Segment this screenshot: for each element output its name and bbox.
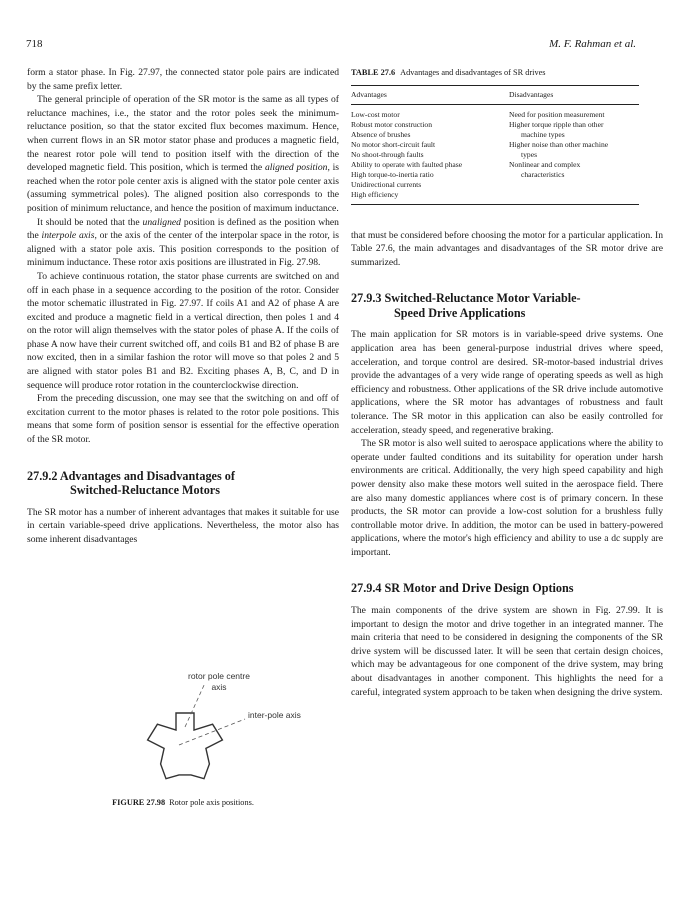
label-rotor-pole-centre: rotor pole centre	[188, 671, 250, 681]
section-title: SR Motor and Drive Design Options	[384, 581, 574, 596]
table-cell	[509, 190, 639, 205]
label-inter-pole-axis: inter-pole axis	[248, 710, 301, 720]
section-title: Switched-Reluctance Motors	[70, 483, 220, 498]
table-cell: Higher noise than other machine	[509, 139, 609, 149]
table-cell: Need for position measurement	[509, 109, 605, 119]
table-cell: Nonlinear and complex	[509, 159, 581, 169]
paragraph: From the preceding discussion, one may see that the switching on and off of excitation current to the motor phases is related to the rotor pole positions. This means that some form of position sensor is essential for the effective operation of the SR motor.	[27, 393, 339, 446]
label-axis: axis	[211, 682, 227, 692]
table-row	[351, 104, 639, 120]
right-column	[351, 66, 663, 699]
table-cell: characteristics	[521, 169, 565, 179]
paragraph: The SR motor is also well suited to aerospace applications where the ability to operate under faulted conditions and its suitability for operation under harsh environments are critical. Additionally, the very high speed capability and high power density also make these motors well suited in the aerospace field. There are also many domestic appliances where cost is of primary concern. In these products, the SR motor can provide a low-cost solution for a brushless fully controllable motor drive. In addition, the motor can be used in battery-powered applications, where the motor's high efficiency and ability to use a dc supply are important.	[351, 438, 663, 558]
table-row	[351, 160, 639, 170]
table-row	[351, 130, 639, 140]
table-cell: Ability to operate with faulted phase	[351, 159, 463, 169]
running-header-authors: M. F. Rahman et al.	[549, 38, 636, 50]
rotor-pole-diagram	[27, 668, 339, 803]
table-row	[351, 190, 639, 205]
table-cell: No shoot-through faults	[351, 149, 424, 159]
paragraph: It should be noted that the unaligned position is defined as the position when the interpole axis, or the axis of the center of the interpolar space in the rotor, is aligned with a stator pole axis. This position corresponds to the position of minimum inductance. These rotor axis positions are illustrated in Fig. 27.98.	[27, 216, 339, 269]
section-title: Switched-Reluctance Motor Variable-	[384, 291, 581, 306]
section-number: 27.9.2	[27, 468, 58, 483]
table-cell: High efficiency	[351, 190, 509, 205]
paragraph: The main components of the drive system are shown in Fig. 27.99. It is important to design the motor and drive together in an integrated manner. The main criteria that need to be considered in designing the components of the SR drive system will be discussed later. It will be seen that certain design choices, which may be advantageous for one component of the drive system, may bring about disadvantages in another component. This highlights the need for a careful, integrated system approach to be taken when designing the drive system.	[351, 604, 663, 698]
table-27-6	[351, 85, 639, 205]
table-cell: types	[521, 149, 538, 159]
figure-27-98	[27, 668, 339, 813]
section-number: 27.9.3	[351, 291, 382, 306]
section-number: 27.9.4	[351, 581, 382, 596]
left-column	[27, 66, 339, 546]
section-title: Advantages and Disadvantages of	[59, 468, 235, 483]
table-header-disadvantages: Disadvantages	[509, 85, 639, 104]
table-caption	[351, 66, 663, 80]
figure-caption-label: FIGURE 27.98	[112, 798, 166, 807]
table-cell: Robust motor construction	[351, 119, 432, 129]
table-cell: machine types	[521, 129, 565, 139]
table-cell: Low-cost motor	[351, 109, 400, 119]
section-heading-27-9-2	[27, 469, 339, 498]
table-header-advantages: Advantages	[351, 85, 509, 104]
table-cell	[509, 180, 639, 190]
paragraph: The SR motor has a number of inherent advantages that makes it suitable for use in certain variable-speed drive applications. Nevertheless, the motor also has some inherent disadvantages	[27, 506, 339, 545]
table-cell: Absence of brushes	[351, 129, 411, 139]
section-title: Speed Drive Applications	[394, 305, 526, 320]
figure-caption-text: Rotor pole axis positions.	[169, 798, 254, 807]
page-number: 718	[26, 38, 43, 50]
section-heading-27-9-4	[351, 581, 663, 596]
table-row	[351, 120, 639, 130]
rotor-outline	[148, 713, 223, 779]
table-cell: Unidirectional currents	[351, 179, 422, 189]
paragraph: The main application for SR motors is in variable-speed drive systems. One application area has been general-purpose industrial drives where speed, acceleration, and torque control are desired. SR-motor-based industrial drives provide the advantages of a very wide range of operating speeds as well as high efficiency and robustness. Other applications of the SR drive include automotive applications, where the SR motor has advantages of robustness and fault tolerance. The SR motor in this application can also be easily controlled for acceleration, steady speed, and regenerative braking.	[351, 329, 663, 436]
paragraph: The general principle of operation of the SR motor is the same as all types of reluctance machines, i.e., the stator and the rotor poles seek the minimum-reluctance position, so that the stator excited flux becomes maximum. Hence, when current flows in an SR motor stator phase and produces a magnetic field, the nearest rotor pole will tend to position itself with the direction of the developed magnetic field. This position, which is termed the aligned position, is reached when the rotor pole center axis is aligned with the stator pole center axis (assuming symmetrical poles). The aligned position also corresponds to the position of minimum reluctance, and hence the position of maximum inductance.	[27, 94, 340, 214]
paragraph: form a stator phase. In Fig. 27.97, the connected stator pole pairs are indicated by the same prefix letter.	[27, 67, 339, 92]
table-cell: High torque-to-inertia ratio	[351, 169, 434, 179]
table-row	[351, 180, 639, 190]
paragraph: To achieve continuous rotation, the stator phase currents are switched on and off in each phase in a sequence according to the position of the rotor. Consider the motor schematic illustrated in Fig. 27.97. If coils A1 and A2 of phase A are excited and produce a magnetic field in a vertical direction, then poles 1 and 4 on the rotor will align themselves with the stator poles of phase A. If the coils of phase A now have their current switched off, and coils B1 and B2 of phase B are now excited, then in a similar fashion the rotor will move so that poles 2 and 5 are aligned with stator poles B1 and B2. Exciting phases A, B, C, and D in sequence will produce rotor rotation in the counterclockwise direction.	[27, 270, 339, 391]
figure-caption	[27, 798, 339, 807]
table-cell: Higher torque ripple than other	[509, 119, 604, 129]
table-row	[351, 170, 639, 180]
table-row	[351, 150, 639, 160]
table-cell: No motor short-circuit fault	[351, 139, 436, 149]
section-heading-27-9-3	[351, 291, 663, 320]
table-caption-text: Advantages and disadvantages of SR drives	[400, 68, 546, 77]
paragraph: that must be considered before choosing the motor for a particular application. In Table 27.6, the main advantages and disadvantages of the SR motor drive are summarized.	[351, 229, 663, 268]
rotor-pole-centre-axis-line	[185, 683, 205, 727]
table-header-row	[351, 85, 639, 104]
table-caption-label: TABLE 27.6	[351, 68, 396, 77]
table-row	[351, 140, 639, 150]
